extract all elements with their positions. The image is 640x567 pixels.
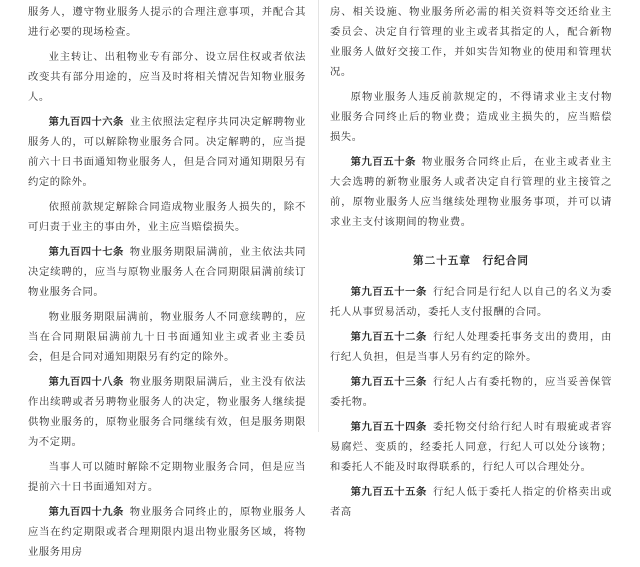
article-number: 第九百五十条 — [350, 156, 416, 168]
paragraph: 依照前款规定解除合同造成物业服务人损失的，除不可归责于业主的事由外，业主应当赔偿损失。 — [28, 201, 306, 233]
chapter-title: 第二十五章 行纪合同 — [413, 255, 529, 267]
article-text: 物业服务合同终止的，原物业服务人应当在约定期限或者合理期限内退出物业服务区域，将物业服务用房 — [28, 506, 306, 558]
paragraph: 房、相关设施、物业服务所必需的相关资料等交还给业主委员会、决定自行管理的业主或者其指定的人，配合新物业服务人做好交接工作，并如实告知物业的使用和管理状况。 — [330, 6, 612, 78]
left-column — [28, 2, 306, 567]
article-953 — [330, 372, 612, 412]
column-divider — [318, 0, 319, 432]
paragraph: 当事人可以随时解除不定期物业服务合同，但是应当提前六十日书面通知对方。 — [28, 461, 306, 493]
article-946 — [28, 112, 306, 192]
article-text: 业主依照法定程序共同决定解聘物业服务人的，可以解除物业服务合同。决定解聘的，应当提前六十日书面通知物业服务人，但是合同对通知期限另有约定的除外。 — [28, 116, 306, 188]
article-number: 第九百四十八条 — [48, 376, 124, 388]
article-text: 行纪人处理委托事务支出的费用，由行纪人负担，但是当事人另有约定的除外。 — [330, 331, 612, 363]
article-number: 第九百五十一条 — [350, 286, 427, 298]
article-number: 第九百五十四条 — [350, 421, 427, 433]
article-number: 第九百四十七条 — [48, 246, 124, 258]
article-text: 物业服务期限届满后，业主没有依法作出续聘或者另聘物业服务人的决定，物业服务人继续提供物业服务的，原物业服务合同继续有效，但是服务期限为不定期。 — [28, 376, 306, 448]
article-951 — [330, 282, 612, 322]
article-954 — [330, 417, 612, 477]
article-number: 第九百四十六条 — [48, 116, 124, 128]
article-number: 第九百五十三条 — [350, 376, 427, 388]
article-text: 物业服务合同终止后，在业主或者业主大会选聘的新物业服务人或者决定自行管理的业主接管之前，原物业服务人应当继续处理物业服务事项，并可以请求业主支付该期间的物业费。 — [330, 156, 612, 228]
article-948 — [28, 372, 306, 452]
article-955 — [330, 482, 612, 522]
article-text: 行纪合同是行纪人以自己的名义为委托人从事贸易活动，委托人支付报酬的合同。 — [330, 286, 612, 318]
paragraph: 物业服务期限届满前，物业服务人不同意续聘的，应当在合同期限届满前九十日书面通知业主或者业主委员会，但是合同对通知期限另有约定的除外。 — [28, 311, 306, 363]
article-952 — [330, 327, 612, 367]
article-949 — [28, 502, 306, 562]
paragraph: 服务人，遵守物业服务人提示的合理注意事项，并配合其进行必要的现场检查。 — [28, 6, 306, 38]
article-text: 行纪人低于委托人指定的价格卖出或者高 — [330, 486, 612, 518]
article-947 — [28, 242, 306, 302]
article-number: 第九百四十九条 — [48, 506, 124, 518]
right-column — [330, 2, 612, 527]
article-text: 物业服务期限届满前，业主依法共同决定续聘的，应当与原物业服务人在合同期限届满前续订物业服务合同。 — [28, 246, 306, 298]
article-number: 第九百五十二条 — [350, 331, 427, 343]
article-text: 行纪人占有委托物的，应当妥善保管委托物。 — [330, 376, 612, 408]
article-text: 委托物交付给行纪人时有瑕疵或者容易腐烂、变质的，经委托人同意，行纪人可以处分该物；和委托人不能及时取得联系的，行纪人可以合理处分。 — [330, 421, 612, 473]
article-number: 第九百五十五条 — [350, 486, 427, 498]
paragraph: 原物业服务人违反前款规定的，不得请求业主支付物业服务合同终止后的物业费；造成业主损失的，应当赔偿损失。 — [330, 91, 612, 143]
paragraph: 业主转让、出租物业专有部分、设立居住权或者依法改变共有部分用途的，应当及时将相关情况告知物业服务人。 — [28, 51, 306, 103]
article-950 — [330, 152, 612, 232]
